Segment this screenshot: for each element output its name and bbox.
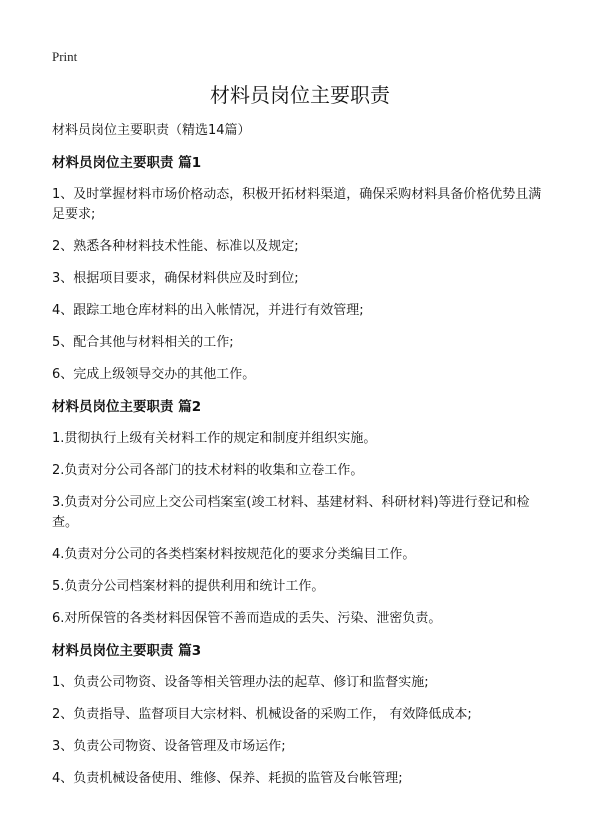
list-item: 1、负责公司物资、设备等相关管理办法的起草、修订和监督实施;: [52, 675, 429, 690]
list-item: 2、熟悉各种材料技术性能、标准以及规定;: [52, 239, 299, 254]
list-item: 6.对所保管的各类材料因保管不善而造成的丢失、污染、泄密负责。: [52, 611, 442, 626]
section-2: [52, 397, 548, 629]
print-link[interactable]: Print: [52, 49, 78, 64]
list-item: 3、负责公司物资、设备管理及市场运作;: [52, 739, 286, 754]
list-item: 5.负责分公司档案材料的提供利用和统计工作。: [52, 579, 325, 594]
section-3: [52, 641, 548, 789]
document-title: 材料员岗位主要职责: [210, 83, 390, 107]
document-subtitle: 材料员岗位主要职责（精选14篇）: [52, 123, 251, 138]
section-heading: 材料员岗位主要职责 篇2: [52, 399, 202, 415]
list-item: 4.负责对分公司的各类档案材料按规范化的要求分类编目工作。: [52, 547, 416, 562]
section-1: [52, 153, 548, 385]
list-item: 4、负责机械设备使用、维修、保养、耗损的监管及台帐管理;: [52, 771, 403, 786]
list-item: 6、完成上级领导交办的其他工作。: [52, 367, 256, 382]
section-heading: 材料员岗位主要职责 篇3: [52, 643, 202, 659]
section-heading: 材料员岗位主要职责 篇1: [52, 155, 202, 171]
list-item: 4、跟踪工地仓库材料的出入帐情况，并进行有效管理;: [52, 303, 364, 318]
list-item: 2、负责指导、监督项目大宗材料、机械设备的采购工作， 有效降低成本;: [52, 707, 472, 722]
list-item: 1、及时掌握材料市场价格动态，积极开拓材料渠道，确保采购材料具备价格优势且满足要求;: [52, 187, 542, 222]
list-item: 1.贯彻执行上级有关材料工作的规定和制度并组织实施。: [52, 431, 377, 446]
list-item: 3、根据项目要求，确保材料供应及时到位;: [52, 271, 299, 286]
list-item: 2.负责对分公司各部门的技术材料的收集和立卷工作。: [52, 463, 364, 478]
list-item: 5、配合其他与材料相关的工作;: [52, 335, 234, 350]
list-item: 3.负责对分公司应上交公司档案室(竣工材料、基建材料、科研材料)等进行登记和检查。: [52, 495, 530, 530]
